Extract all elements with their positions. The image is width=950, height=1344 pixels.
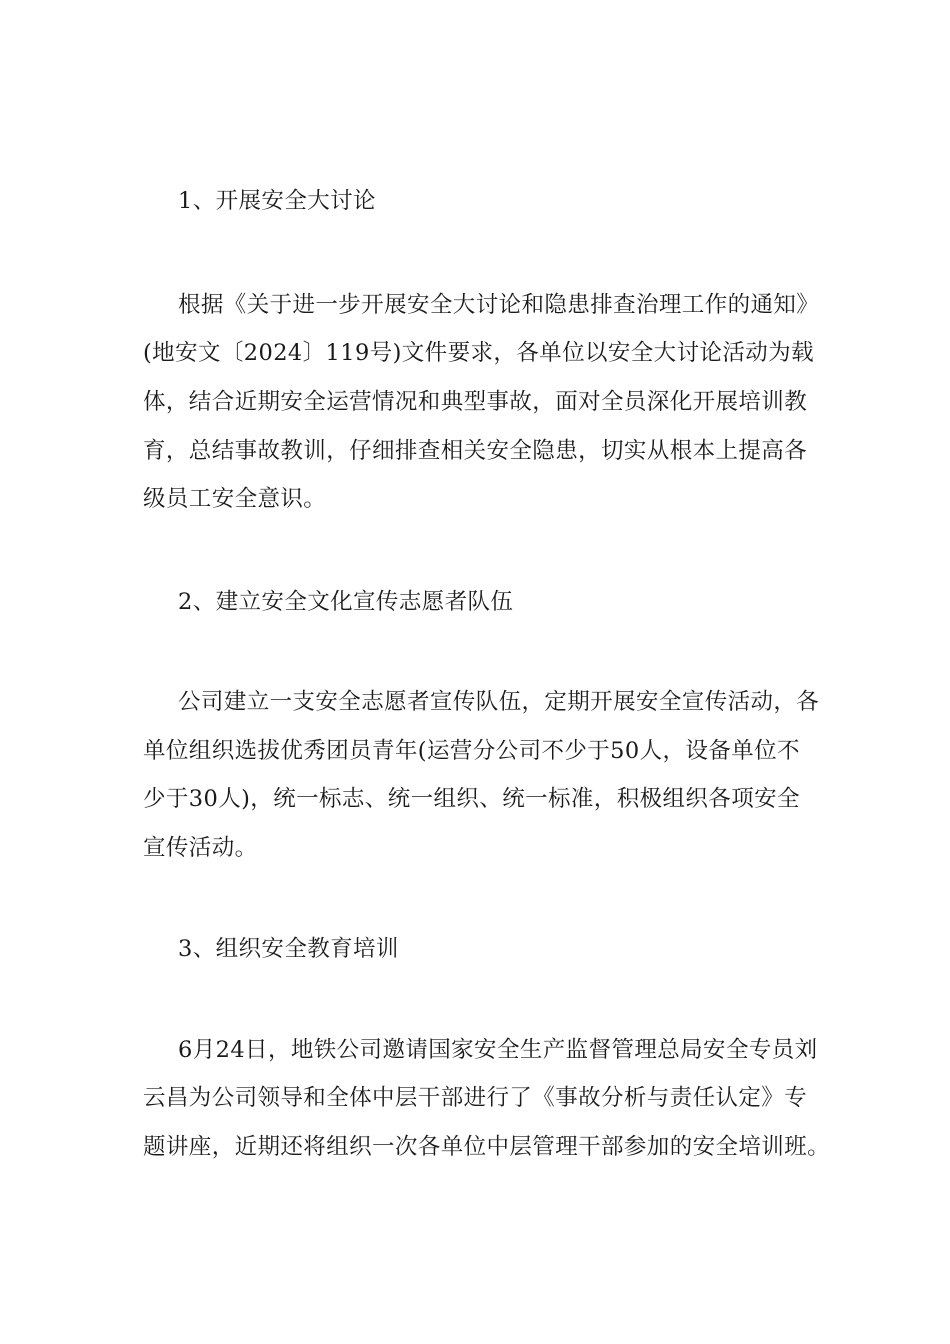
section-3-line-2: 云昌为公司领导和全体中层干部进行了《事故分析与责任认定》专 <box>143 1085 808 1111</box>
section-2-heading: 2、建立安全文化宣传志愿者队伍 <box>178 589 514 615</box>
section-2-line-1: 公司建立一支安全志愿者宣传队伍，定期开展安全宣传活动，各 <box>178 689 820 715</box>
section-2-line-2: 单位组织选拔优秀团员青年(运营分公司不少于50人，设备单位不 <box>143 738 800 764</box>
section-1-line-3: 体，结合近期安全运营情况和典型事故，面对全员深化开展培训教 <box>143 389 808 415</box>
section-1-heading: 1、开展安全大讨论 <box>178 188 376 214</box>
section-3-line-3: 题讲座，近期还将组织一次各单位中层管理干部参加的安全培训班。 <box>143 1134 831 1160</box>
section-1-line-4: 育，总结事故教训，仔细排查相关安全隐患，切实从根本上提高各 <box>143 438 808 464</box>
section-1-line-2: (地安文〔2024〕119号)文件要求，各单位以安全大讨论活动为载 <box>143 340 814 366</box>
section-2-line-4: 宣传活动。 <box>143 835 258 861</box>
section-3-heading: 3、组织安全教育培训 <box>178 936 399 962</box>
section-1-line-1: 根据《关于进一步开展安全大讨论和隐患排查治理工作的通知》 <box>178 292 820 318</box>
section-1-line-5: 级员工安全意识。 <box>143 486 327 512</box>
section-2-line-3: 少于30人)，统一标志、统一组织、统一标准，积极组织各项安全 <box>143 786 800 812</box>
section-3-line-1: 6月24日，地铁公司邀请国家安全生产监督管理总局安全专员刘 <box>178 1037 818 1063</box>
